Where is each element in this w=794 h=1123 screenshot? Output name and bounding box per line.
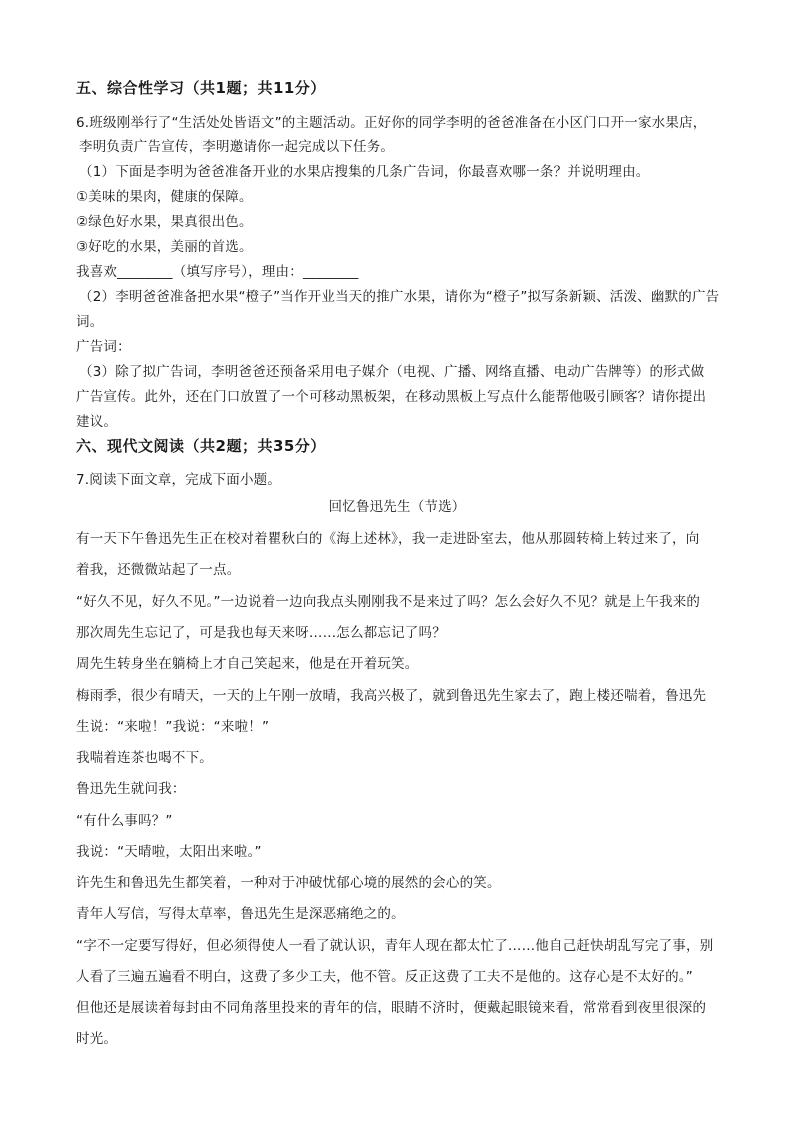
paragraph-line: 那次周先生忘记了，可是我也每天来呀……怎么都忘记了吗？	[76, 625, 446, 641]
paragraph-line: 着我，还微微站起了一点。	[76, 562, 241, 578]
article-title: 回忆鲁迅先生（节选）	[328, 499, 466, 515]
q6-part3-line1: （3）除了拟广告词，李明爸爸还预备采用电子媒介（电视、广播、网络直播、电动广告牌等）的形式做	[79, 364, 705, 380]
q6-part3-line2: 广告宣传。此外，还在门口放置了一个可移动黑板架，在移动黑板上写点什么能帮他吸引顾客？请你提出	[76, 389, 707, 405]
paragraph-line: 我说：“天晴啦，太阳出来啦。”	[76, 844, 262, 860]
paragraph-line: 有一天下午鲁迅先生正在校对着瞿秋白的《海上述林》，我一走进卧室去，他从那圆转椅上转过来了，向	[76, 531, 700, 547]
paragraph-line: 青年人写信，写得太草率，鲁迅先生是深恶痛绝之的。	[76, 906, 405, 922]
section6-heading: 六、现代文阅读（共2题；共35分）	[76, 437, 326, 455]
paragraph-line: 梅雨季，很少有晴天，一天的上午刚一放晴，我高兴极了，就到鲁迅先生家去了，跑上楼还喘着，鲁迅先	[76, 688, 707, 704]
q6-intro-line2: 李明负责广告宣传，李明邀请你一起完成以下任务。	[79, 139, 395, 155]
paragraph-line: 许先生和鲁迅先生都笑着，一种对于冲破忧郁心境的展然的会心的笑。	[76, 875, 501, 891]
paragraph-line: 周先生转身坐在躺椅上才自己笑起来，他是在开着玩笑。	[76, 656, 419, 672]
section5-heading: 五、综合性学习（共1题；共11分）	[76, 79, 326, 97]
paragraph-line: 鲁迅先生就问我：	[76, 781, 186, 797]
paragraph-line: 生说：“来啦！”我说：“来啦！”	[76, 719, 270, 735]
q6-intro-line1: 6.班级刚举行了“生活处处皆语文”的主题活动。正好你的同学李明的爸爸准备在小区门口开一家水果店，	[76, 115, 707, 131]
paragraph-line: 但他还是展读着每封由不同角落里投来的青年的信，眼睛不济时，便戴起眼镜来看，常常看到夜里很深的	[76, 1000, 707, 1016]
q6-part1-prompt: （1）下面是李明为爸爸准备开业的水果店搜集的几条广告词，你最喜欢哪一条？并说明理由。	[79, 164, 650, 180]
paragraph-line: “有什么事吗？”	[76, 813, 173, 829]
paragraph-line: 时光。	[76, 1031, 118, 1047]
q6-part2-line1: （2）李明爸爸准备把水果“橙子”当作开业当天的推广水果，请你为“橙子”拟写条新颖、活泼、幽默的广告	[79, 289, 720, 305]
q7-intro: 7.阅读下面文章，完成下面小题。	[76, 472, 282, 488]
q6-option-1: ①美味的果肉，健康的保障。	[76, 189, 253, 205]
q6-option-2: ②绿色好水果，果真很出色。	[76, 214, 253, 230]
paragraph-line: 人看了三遍五遍看不明白，这费了多少工夫，他不管。反正这费了工夫不是他的。这存心是不太好的。”	[76, 969, 693, 985]
paragraph-line: “字不一定要写得好，但必须得使人一看了就认识，青年人现在都太忙了……他自己赶快胡乱写完了事，别	[76, 938, 714, 954]
q6-part2-line2: 词。	[76, 314, 104, 330]
paragraph-line: 我喘着连茶也喝不下。	[76, 750, 213, 766]
q6-ad-label: 广告词：	[76, 339, 131, 355]
q6-answer-line: 我喜欢________（填写序号），理由：________	[76, 264, 359, 280]
paragraph-line: “好久不见，好久不见。”一边说着一边向我点头刚刚我不是来过了吗？怎么会好久不见？就是上午我来的	[76, 594, 701, 610]
q6-option-3: ③好吃的水果，美丽的首选。	[76, 239, 253, 255]
q6-part3-line3: 建议。	[76, 414, 118, 430]
